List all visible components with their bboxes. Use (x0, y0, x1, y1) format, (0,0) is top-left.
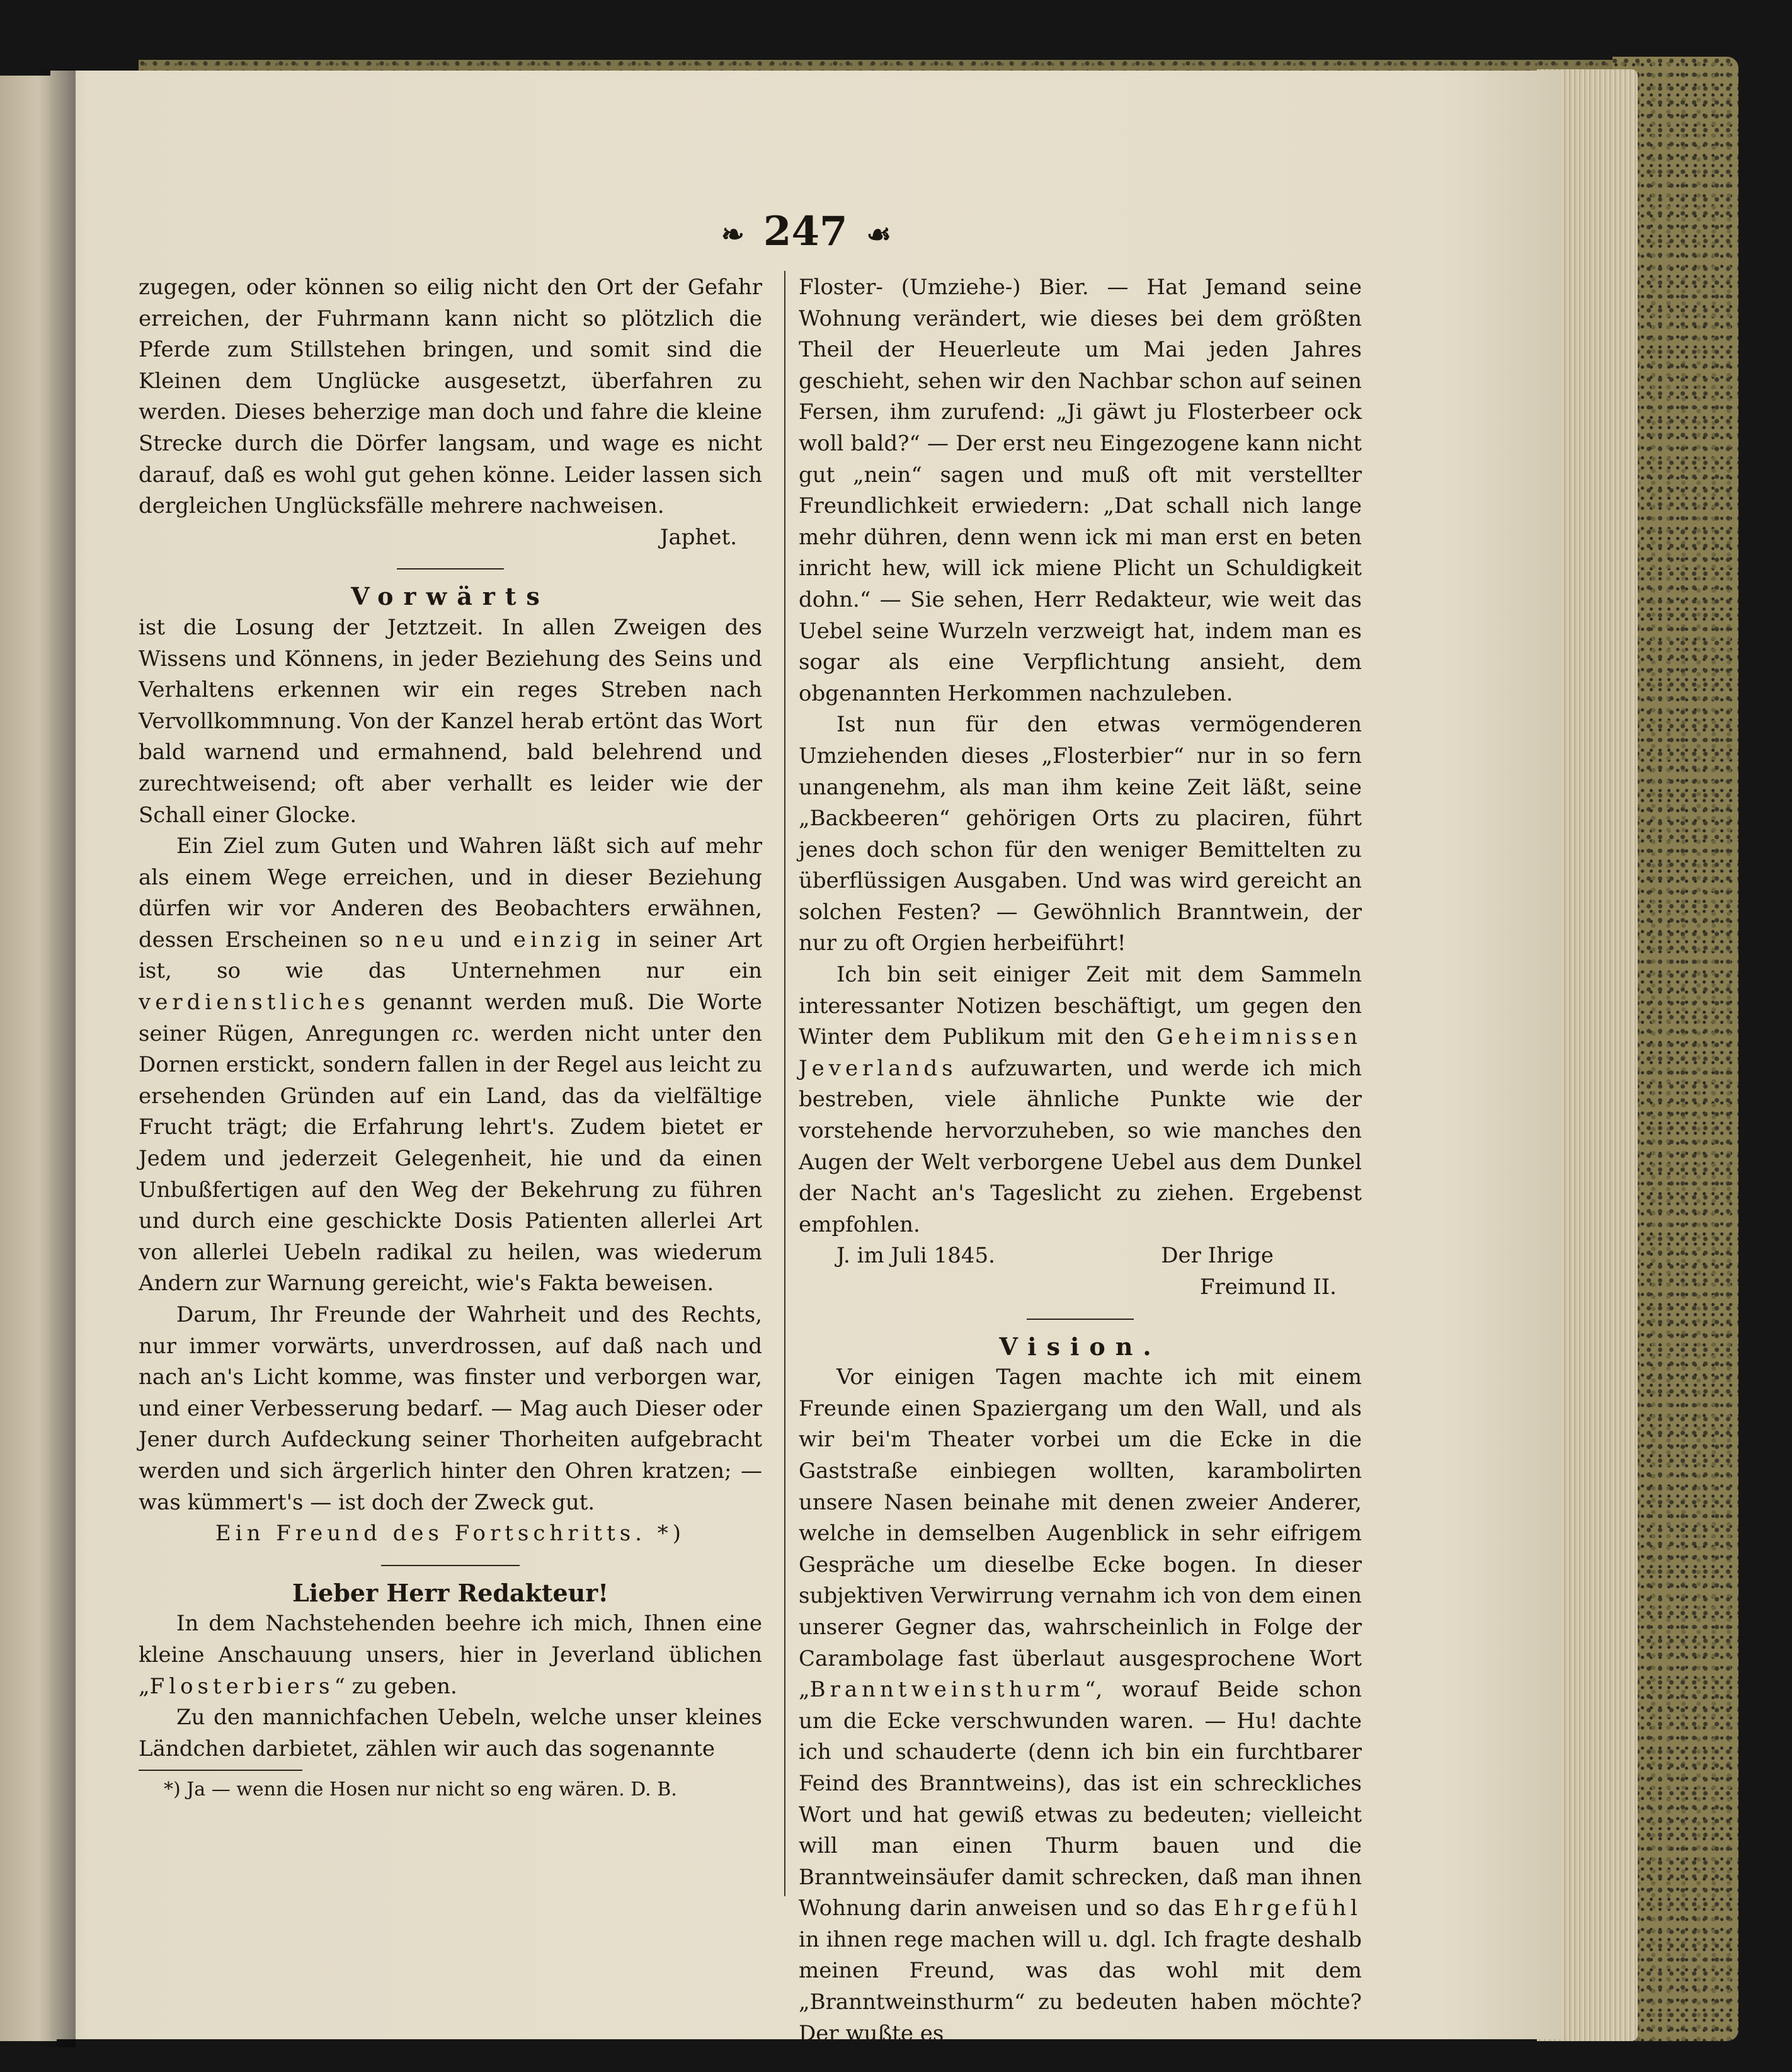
paragraph: Zu den mannichfachen Uebeln, welche unser kleines Ländchen darbietet, zählen wir auch das sogenannte (139, 1705, 762, 1761)
right-column (799, 272, 1362, 2049)
left-column (139, 272, 762, 1804)
spaced-text: verdienstliches (139, 990, 370, 1016)
paragraph: Ist nun für den etwas vermögenderen Umziehenden dieses „Flosterbier“ nur in so fern unangenehm, als man ihm keine Zeit läßt, seine „Backbeeren“ gehörigen Orts zu placiren, führt jenes doch schon für den weniger Bemittelten zu überflüssigen Ausgaben. Und was wird gereicht an solchen Festen? — Gewöhnlich Branntwein, der nur zu oft Orgien herbeiführt! (799, 712, 1362, 956)
page-number: 247 (763, 208, 848, 255)
section-rule (381, 1565, 520, 1566)
heading: Vorwärts (351, 582, 550, 611)
spaced-text: Ehrgefühl (1213, 1896, 1362, 1921)
paragraph: zugegen, oder können so eilig nicht den Ort der Gefahr erreichen, der Fuhrmann kann nicht so plötzlich die Pferde zum Stillstehen bringen, und somit sind die Kleinen dem Unglücke ausgesetzt, überfahren zu werden. Dieses beherzige man doch und fahre die kleine Strecke durch die Dörfer langsam, und wage es nicht darauf, daß es wohl gut gehen könne. Leider lassen sich dergleichen Unglücksfälle mehrere nachweisen. (139, 275, 762, 519)
signature: Freimund II. (1199, 1274, 1337, 1300)
paragraph: Vor einigen Tagen machte ich mit einem Freunde einen Spaziergang um den Wall, und als wir bei'm Theater vorbei um die Ecke in die Gaststraße einbiegen wollten, karambolirten unsere Nasen beinahe mit denen zweier Anderer, welche in demselben Augenblick in sehr eifrigem Gespräche um dieselbe Ecke bogen. In dieser subjektiven Verwirrung vernahm ich von dem einen unserer Gegner das, wahrscheinlich in Folge der Carambolage fast überlaut ausgesprochene Wort „Branntweinsthurm“, worauf Beide schon um die Ecke verschwunden waren. — Hu! dachte ich und schauderte (denn ich bin ein furchtbarer Feind des Branntweins), das ist ein schreckliches Wort und hat gewiß etwas zu bedeuten; vielleicht will man einen Thurm bauen und die Branntweinsäufer damit schrecken, daß man ihnen Wohnung darin anweisen und so das Ehrgefühl in ihnen rege machen will u. dgl. Ich fragte deshalb meinen Freund, was das wohl mit dem „Branntweinsthurm“ zu bedeuten haben möchte? Der wußte es (799, 1365, 1362, 2046)
footnote-rule (139, 1770, 302, 1771)
spaced-text: einzig (513, 927, 605, 953)
footnote: *) Ja — wenn die Hosen nur nicht so eng wären. D. B. (164, 1778, 677, 1801)
spaced-text: Geheimnissen Jeverlands (799, 1024, 1362, 1081)
left-ornament-icon: ❧ (721, 219, 745, 251)
paragraph: Ich bin seit einiger Zeit mit dem Sammeln interessanter Notizen beschäftigt, um gegen den Winter dem Publikum mit den Geheimnissen Jeverlands aufzuwarten, und werde ich mich bestreben, viele ähnliche Punkte wie der vorstehende hervorzuheben, so wie manches den Augen der Welt verborgene Uebel aus dem Dunkel der Nacht an's Tageslicht zu ziehen. Ergebenst empfohlen. (799, 962, 1362, 1237)
right-ornament-icon: ☙ (866, 219, 891, 251)
section-rule (1027, 1319, 1134, 1320)
gutter-shadow (38, 69, 76, 2047)
signature: Japhet. (659, 524, 737, 550)
paragraph: In dem Nachstehenden beehre ich mich, Ihnen eine kleine Anschauung unsers, hier in Jeverland üblichen „Flosterbiers“ zu geben. (139, 1611, 762, 1699)
spaced-text: Flosterbiers (149, 1673, 334, 1699)
page-header (50, 208, 1562, 255)
paragraph: Darum, Ihr Freunde der Wahrheit und des Rechts, nur immer vorwärts, unverdrossen, auf daß nach und nach an's Licht komme, was finster und verborgen war, und einer Verbesserung bedarf. — Mag auch Dieser oder Jener durch Aufdeckung seiner Thorheiten aufgebracht werden und sich ärgerlich hinter den Ohren kratzen; — was kümmert's — ist doch der Zweck gut. (139, 1302, 762, 1515)
heading: Vision. (999, 1332, 1161, 1361)
dateline: J. im Juli 1845. Der Ihrige (836, 1243, 1274, 1269)
column-divider (784, 271, 785, 1896)
signature: Ein Freund des Fortschritts. *) (215, 1521, 686, 1547)
heading: Lieber Herr Redakteur! (292, 1578, 608, 1607)
paragraph: Floster- (Umziehe-) Bier. — Hat Jemand seine Wohnung verändert, wie dieses bei dem größten Theil der Heuerleute um Mai jeden Jahres geschieht, sehen wir den Nachbar schon auf seinen Fersen, ihm zurufend: „Ji gäwt ju Flosterbeer ock woll bald?“ — Der erst neu Eingezogene kann nicht gut „nein“ sagen und muß oft mit verstellter Freundlichkeit erwiedern: „Dat schall nich lange mehr dühren, denn wenn ick mi man erst en beten inricht hew, will ick miene Plicht un Schuldigkeit dohn.“ — Sie sehen, Herr Redakteur, wie weit das Uebel seine Wurzeln verzweigt hat, indem man es sogar als eine Verpflichtung ansieht, dem obgenannten Herkommen nachzuleben. (799, 275, 1362, 706)
section-rule (397, 568, 504, 570)
spaced-text: Branntweinsthurm (809, 1677, 1085, 1703)
paragraph: Ein Ziel zum Guten und Wahren läßt sich auf mehr als einem Wege erreichen, und in dieser Beziehung dürfen wir vor Anderen des Beobachters erwähnen, dessen Erscheinen so neu und einzig in seiner Art ist, so wie das Unternehmen nur ein verdienstliches genannt werden muß. Die Worte seiner Rügen, Anregungen ɾc. werden nicht unter den Dornen erstickt, sondern fallen in der Regel aus leicht zu ersehenden Gründen auf ein Land, das da vielfältige Frucht trägt; die Erfahrung lehrt's. Zudem bietet er Jedem und jederzeit Gelegenheit, hie und da einen Unbußfertigen auf den Weg der Bekehrung zu führen und durch eine geschickte Dosis Patienten allerlei Art von allerlei Uebeln radikal zu heilen, was wiederum Andern zur Warnung gereicht, wie's Fakta beweisen. (139, 833, 762, 1296)
paragraph: ist die Losung der Jetztzeit. In allen Zweigen des Wissens und Könnens, in jeder Beziehung des Seins und Verhaltens erkennen wir ein reges Streben nach Vervollkommnung. Von der Kanzel herab ertönt das Wort bald warnend und ermahnend, bald belehrend und zurechtweisend; oft aber verhallt es leider wie der Schall einer Glocke. (139, 614, 762, 828)
spaced-text: neu (394, 927, 448, 953)
